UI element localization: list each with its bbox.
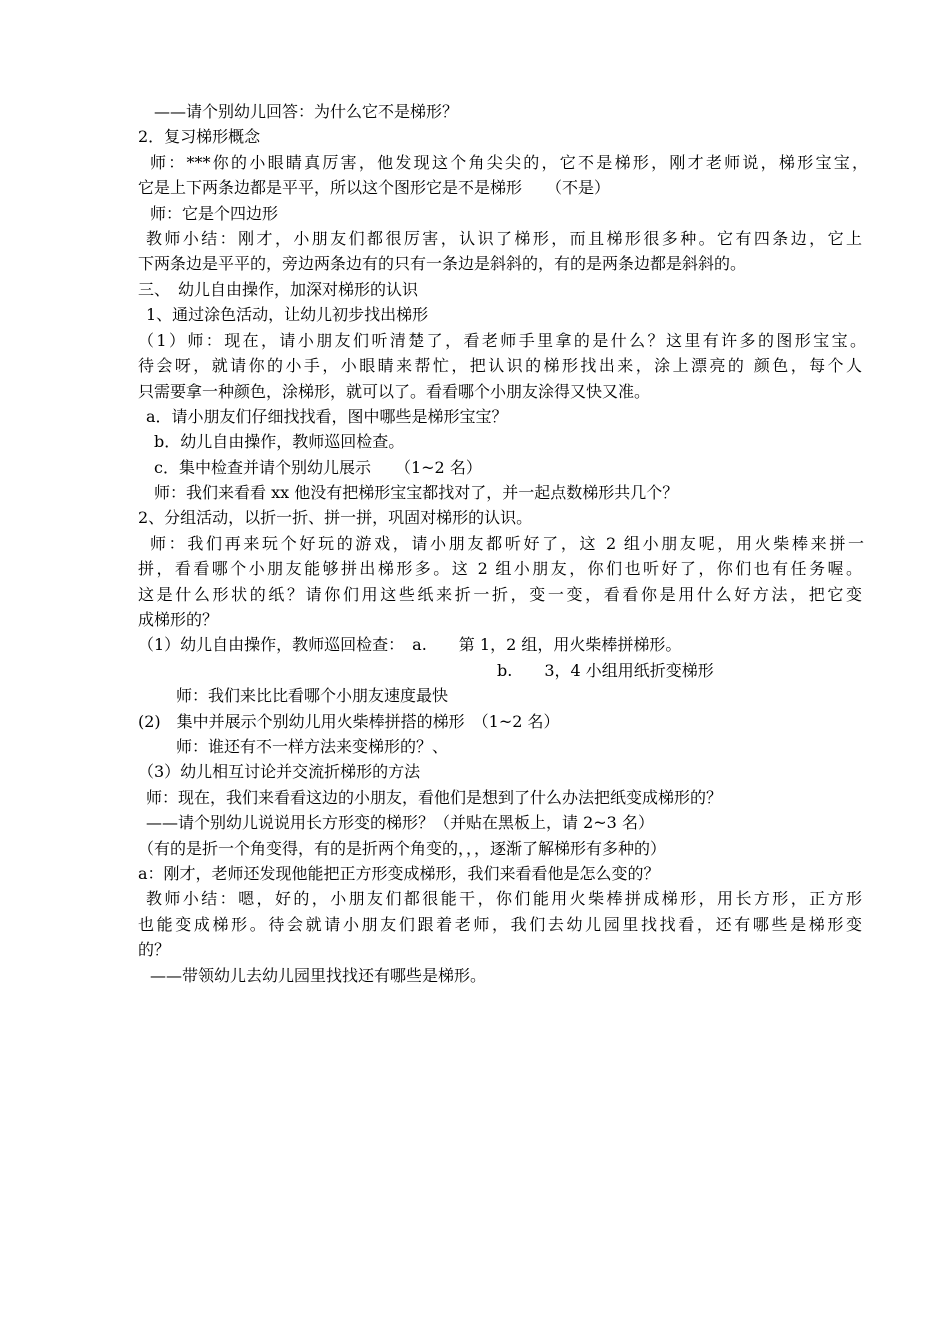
- text-line: 它是上下两条边都是平平，所以这个图形它是不是梯形 （不是）: [138, 178, 611, 197]
- text-line: 这是什么形状的纸？请你们用这些纸来折一折，变一变，看看你是用什么好方法，把它变: [138, 585, 862, 604]
- list-item: b．幼儿自由操作，教师巡回检查。: [154, 432, 405, 451]
- text-line: （1）师：现在，请小朋友们听清楚了，看老师手里拿的是什么？这里有许多的图形宝宝。: [138, 331, 866, 350]
- text-line: （有的是折一个角变得，有的是折两个角变的，，，逐渐了解梯形有多种的）: [138, 839, 667, 858]
- text-line: 师：我们来看看 xx 他没有把梯形宝宝都找对了，并一起点数梯形共几个？: [154, 483, 679, 502]
- text-line: 也能变成梯形。待会就请小朋友们跟着老师，我们去幼儿园里找找看，还有哪些是梯形变: [138, 915, 862, 934]
- text-line: 师：我们来比比看哪个小朋友速度最快: [176, 686, 449, 705]
- text-line: （3）幼儿相互讨论并交流折梯形的方法: [138, 762, 421, 781]
- text-line: ——请个别幼儿回答：为什么它不是梯形？: [154, 102, 459, 121]
- list-item: c．集中检查并请个别幼儿展示 （1~2 名）: [154, 458, 482, 477]
- text-line: 师：现在，我们来看看这边的小朋友，看他们是想到了什么办法把纸变成梯形的？: [146, 788, 723, 807]
- subsection-heading: 2、分组活动，以折一折、拼一拼，巩固对梯形的认识。: [138, 508, 533, 527]
- text-line: 下两条边是平平的，旁边两条边有的只有一条边是斜斜的，有的是两条边都是斜斜的。: [138, 254, 747, 273]
- text-line: b. 3，4 小组用纸折变梯形: [497, 661, 714, 680]
- text-line: a：刚才，老师还发现他能把正方形变成梯形，我们来看看他是怎么变的？: [138, 864, 660, 883]
- text-line: 师：谁还有不一样方法来变梯形的？、: [176, 737, 449, 756]
- text-line: 教师小结：刚才，小朋友们都很厉害，认识了梯形，而且梯形很多种。它有四条边，它上: [146, 229, 862, 248]
- text-line: 待会呀，就请你的小手，小眼睛来帮忙，把认识的梯形找出来，涂上漂亮的 颜色，每个人: [138, 356, 862, 375]
- text-line: 师：它是个四边形: [150, 204, 279, 223]
- list-item: a．请小朋友们仔细找找看，图中哪些是梯形宝宝？: [146, 407, 508, 426]
- text-line: 的？: [138, 940, 171, 959]
- text-line: 只需要拿一种颜色，涂梯形，就可以了。看看哪个小朋友涂得又快又准。: [138, 382, 651, 401]
- text-line: ——带领幼儿去幼儿园里找找还有哪些是梯形。: [150, 966, 487, 985]
- text-line: 教师小结：嗯，好的，小朋友们都很能干，你们能用火柴棒拼成梯形，用长方形，正方形: [146, 889, 862, 908]
- subsection-heading: 1、通过涂色活动，让幼儿初步找出梯形: [146, 305, 429, 324]
- text-line: 师：我们再来玩个好玩的游戏，请小朋友都听好了，这 2 组小朋友呢，用火柴棒来拼一: [150, 534, 864, 553]
- section-heading: 三、 幼儿自由操作，加深对梯形的认识: [138, 280, 419, 299]
- text-line: 成梯形的？: [138, 610, 219, 629]
- text-line: (2) 集中并展示个别幼儿用火柴棒拼搭的梯形 （1~2 名）: [138, 712, 560, 731]
- section-heading: 2．复习梯形概念: [138, 127, 261, 146]
- text-line: 师：***你的小眼睛真厉害，他发现这个角尖尖的，它不是梯形，刚才老师说，梯形宝宝，: [150, 153, 868, 172]
- text-line: 拼，看看哪个小朋友能够拼出梯形多。这 2 组小朋友，你们也听好了，你们也有任务喔。: [138, 559, 862, 578]
- text-line: （1）幼儿自由操作，教师巡回检查： a. 第 1，2 组，用火柴棒拼梯形。: [138, 635, 682, 654]
- text-line: ——请个别幼儿说说用长方形变的梯形？（并贴在黑板上，请 2~3 名）: [146, 813, 654, 832]
